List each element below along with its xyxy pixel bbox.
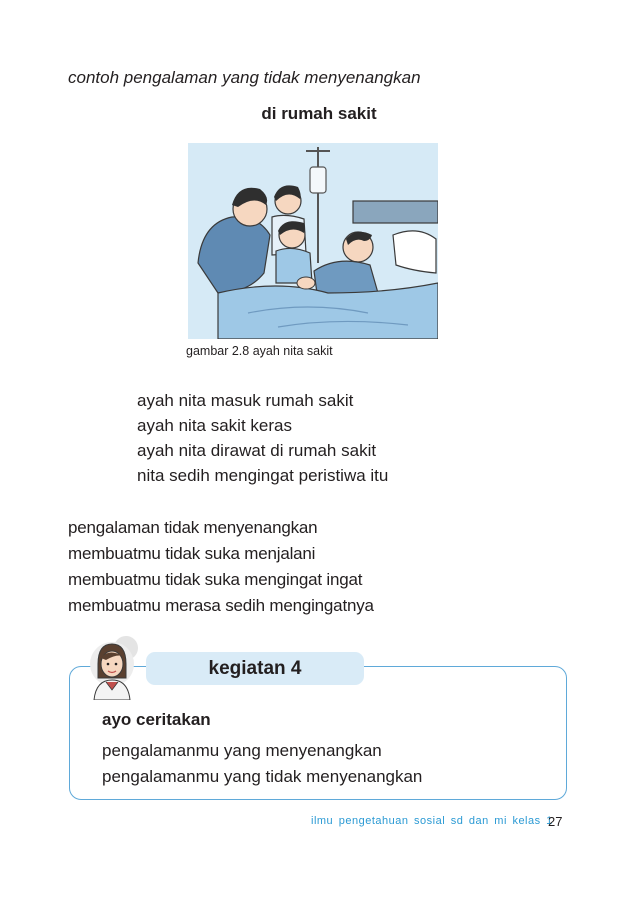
figure-caption: gambar 2.8 ayah nita sakit (186, 344, 333, 358)
footer-book-title: ilmu pengetahuan sosial sd dan mi kelas 1 (311, 815, 553, 827)
paragraph-line: membuatmu tidak suka mengingat ingat (68, 570, 363, 589)
page-number: 27 (548, 814, 563, 829)
explanation-paragraph (68, 515, 374, 619)
activity-line: pengalamanmu yang menyenangkan (102, 741, 382, 760)
bed-headboard (353, 201, 438, 223)
story-line: ayah nita sakit keras (137, 416, 292, 435)
paragraph-line: membuatmu merasa sedih mengingatnya (68, 596, 374, 615)
hospital-illustration (188, 143, 438, 339)
section-title: di rumah sakit (261, 104, 377, 123)
activity-instructions (102, 738, 422, 790)
activity-line: pengalamanmu yang tidak menyenangkan (102, 767, 423, 786)
iv-bag (310, 167, 326, 193)
pillow (393, 231, 436, 273)
activity-banner (146, 652, 364, 685)
holding-hands (297, 277, 315, 289)
story-text (137, 388, 388, 488)
intro-heading: contoh pengalaman yang tidak menyenangkan (68, 68, 421, 87)
story-line: ayah nita masuk rumah sakit (137, 391, 354, 410)
activity-banner-label: kegiatan 4 (208, 657, 302, 679)
girl-avatar-icon (82, 634, 144, 700)
story-line: nita sedih mengingat peristiwa itu (137, 466, 389, 485)
paragraph-line: pengalaman tidak menyenangkan (68, 518, 318, 537)
activity-title: ayo ceritakan (102, 710, 211, 729)
story-line: ayah nita dirawat di rumah sakit (137, 441, 377, 460)
paragraph-line: membuatmu tidak suka menjalani (68, 544, 316, 563)
